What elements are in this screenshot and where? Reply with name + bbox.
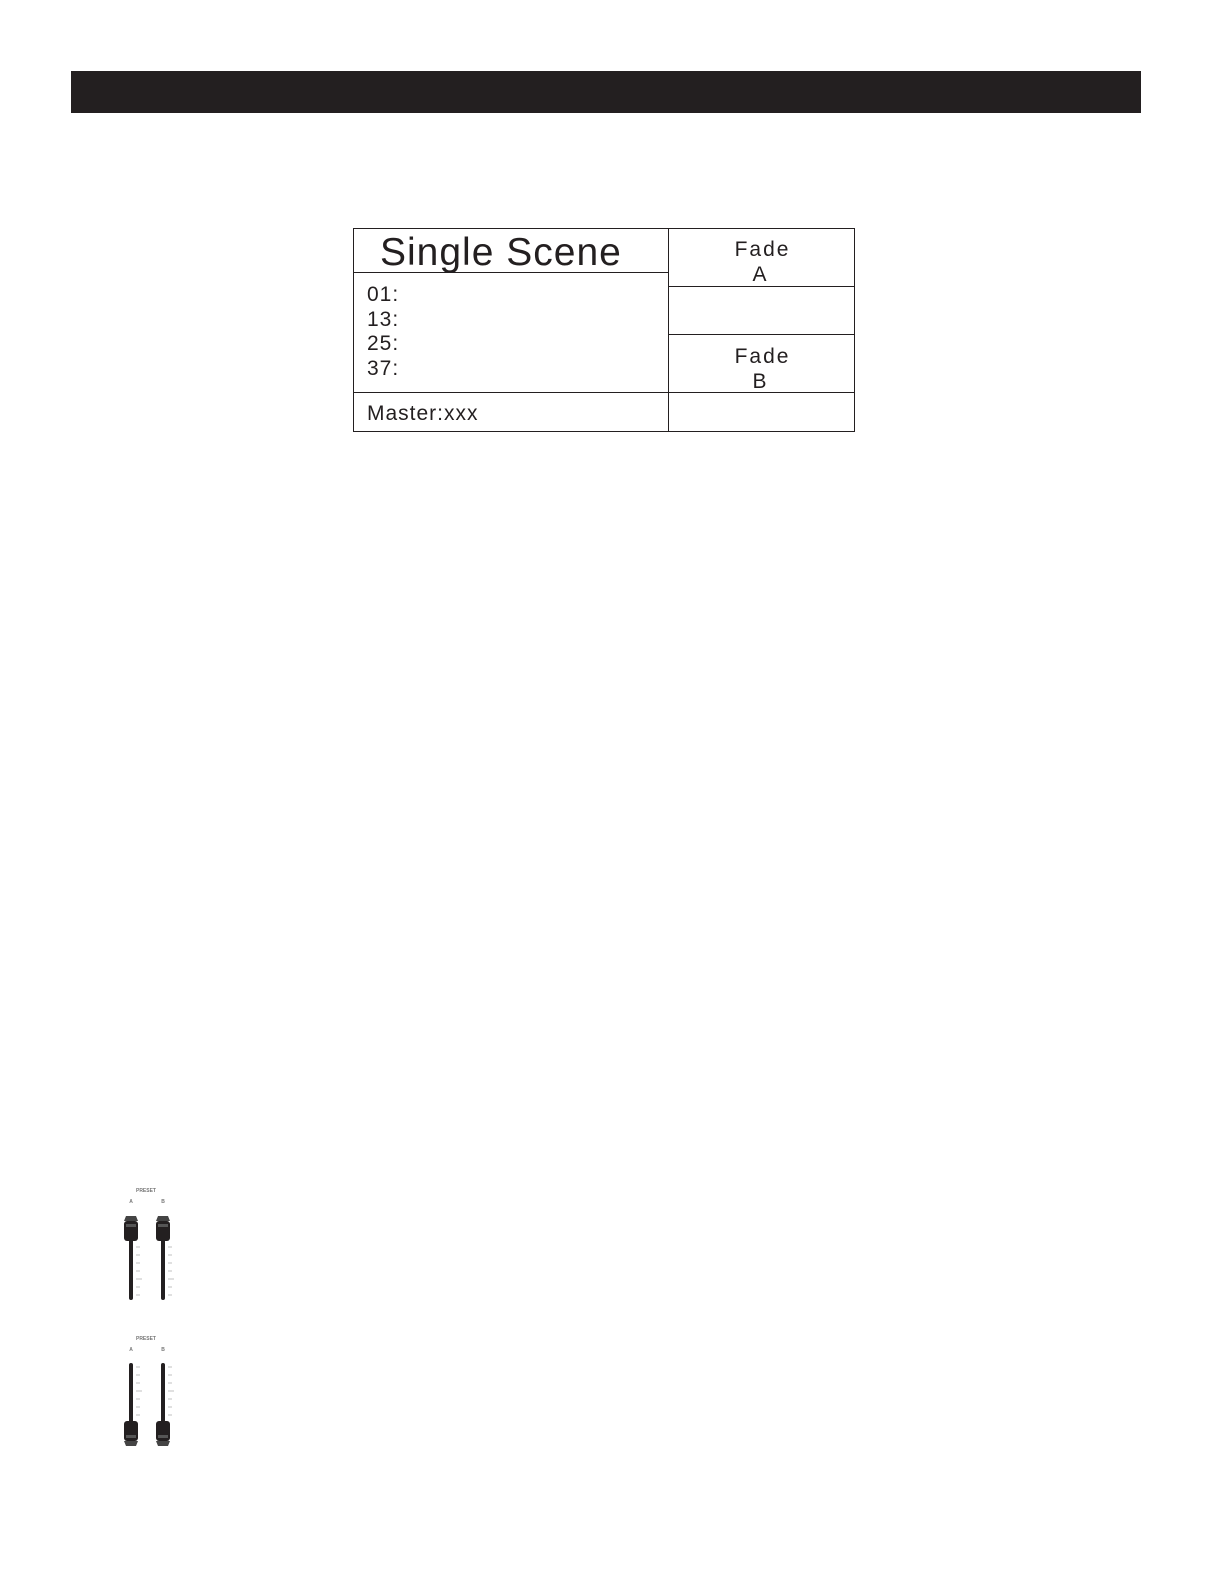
fade-a-word: Fade bbox=[734, 238, 791, 261]
channel-item: 37: bbox=[367, 356, 400, 380]
fader-scale bbox=[136, 1367, 174, 1415]
channel-b-label: B bbox=[161, 1199, 165, 1205]
section-header-bar bbox=[71, 71, 1141, 113]
channel-item: 13: bbox=[367, 307, 400, 331]
fade-b-label bbox=[669, 344, 856, 394]
channel-a-label: A bbox=[129, 1347, 133, 1353]
channel-item: 01: bbox=[367, 283, 400, 306]
fade-a-letter: A bbox=[752, 263, 769, 286]
fader-knob-a bbox=[124, 1421, 138, 1446]
master-level: Master:xxx bbox=[367, 402, 479, 425]
channel-b-label: B bbox=[161, 1347, 165, 1353]
preset-fader-group-top bbox=[118, 1185, 182, 1305]
fader-knob-a bbox=[124, 1216, 138, 1241]
fade-b-word: Fade bbox=[734, 345, 791, 368]
lcd-title: Single Scene bbox=[380, 231, 622, 274]
fader-illustration-bottom bbox=[118, 1333, 182, 1453]
lcd-display bbox=[353, 228, 855, 432]
channel-list bbox=[367, 283, 399, 381]
preset-label: PRESET bbox=[135, 1336, 157, 1342]
fader-illustration-top bbox=[118, 1185, 182, 1305]
fade-a-label bbox=[669, 237, 856, 287]
preset-label: PRESET bbox=[135, 1188, 157, 1194]
channel-item: 25: bbox=[367, 332, 400, 356]
preset-fader-group-bottom bbox=[118, 1333, 182, 1453]
lcd-divider-middle bbox=[669, 334, 854, 335]
fade-b-letter: B bbox=[752, 370, 769, 393]
fader-knob-b bbox=[156, 1421, 170, 1446]
channel-a-label: A bbox=[129, 1199, 133, 1205]
fader-scale bbox=[136, 1247, 174, 1295]
lcd-divider-master bbox=[354, 392, 668, 393]
fader-knob-b bbox=[156, 1216, 170, 1241]
